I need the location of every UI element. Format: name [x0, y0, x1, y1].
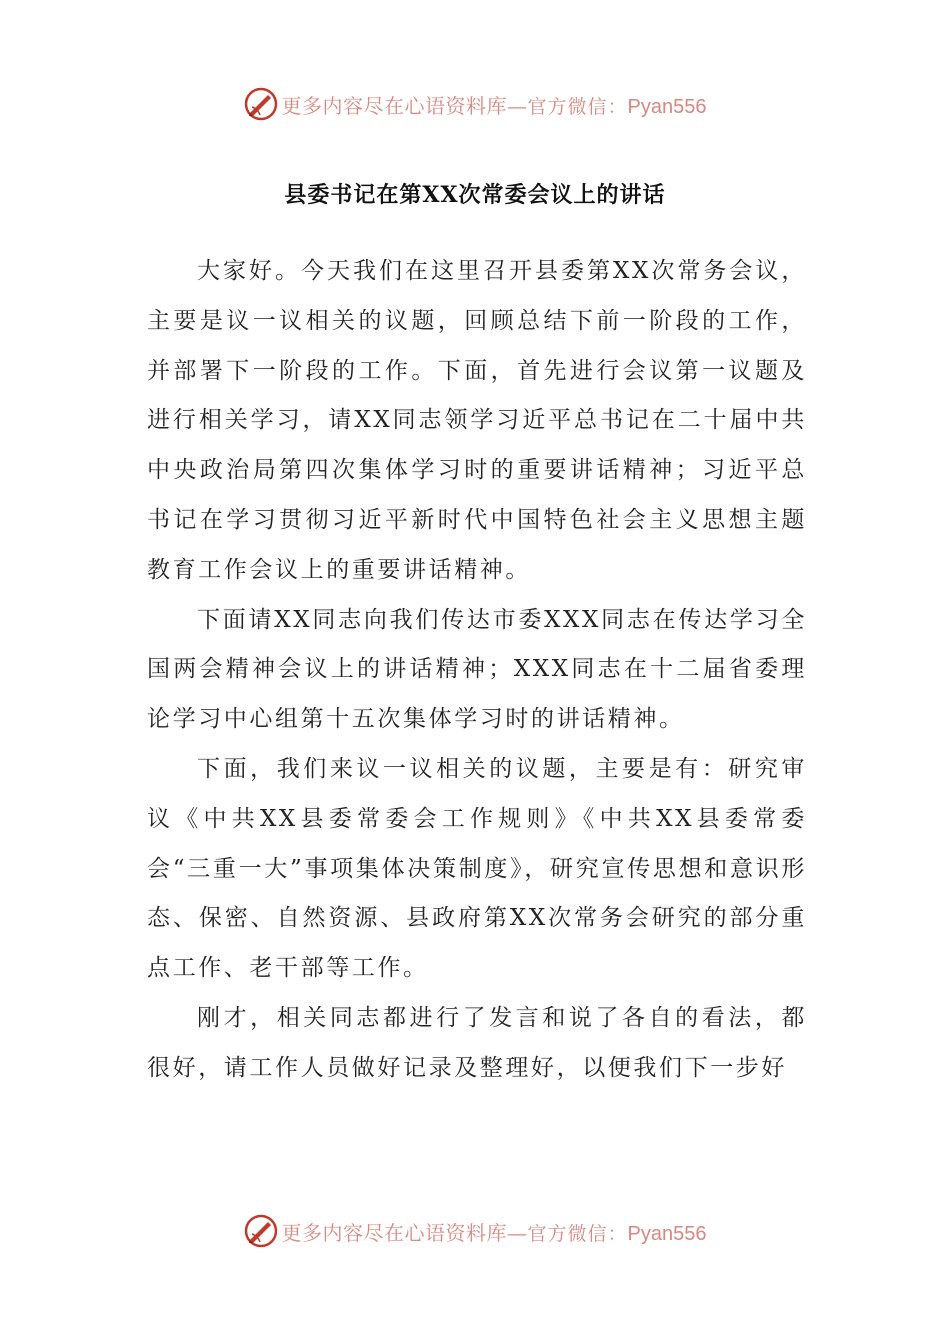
- paragraph-4: 刚才，相关同志都进行了发言和说了各自的看法，都很好，请工作人员做好记录及整理好，以便我们下一步好: [147, 1004, 807, 1081]
- paragraph-2: 下面请XX同志向我们传达市委XXX同志在传达学习全国两会精神会议上的讲话精神；XXX同志在十二届省委理论学习中心组第十五次集体学习时的讲话精神。: [147, 606, 807, 733]
- document-title: 县委书记在第XX次常委会议上的讲话: [284, 182, 666, 208]
- watermark-text: [282, 90, 707, 119]
- watermark-brand: 更多内容尽在心语资料库—: [281, 1220, 528, 1245]
- watermark-wechat-id: Pyan556: [627, 1222, 707, 1245]
- watermark-brand: 更多内容尽在心语资料库—: [281, 93, 528, 118]
- watermark-text: [282, 1217, 707, 1246]
- document-body: [147, 247, 807, 1094]
- watermark-label: 官方微信：: [527, 1222, 628, 1245]
- pen-circle-logo-icon: [244, 1214, 278, 1248]
- pen-circle-logo-icon: [244, 87, 278, 121]
- paragraph-1: 大家好。今天我们在这里召开县委第XX次常务会议，主要是议一议相关的议题，回顾总结下前一阶段的工作，并部署下一阶段的工作。下面，首先进行会议第一议题及进行相关学习，请XX同志领学习近平总书记在二十届中共中央政治局第四次集体学习时的重要讲话精神；习近平总书记在学习贯彻习近平新时代中国特色社会主义思想主题教育工作会议上的重要讲话精神。: [147, 258, 807, 583]
- watermark-wechat-id: Pyan556: [627, 95, 707, 118]
- footer-watermark: [0, 1211, 950, 1251]
- watermark-label: 官方微信：: [527, 95, 628, 118]
- paragraph-3: 下面，我们来议一议相关的议题，主要是有：研究审议《中共XX县委常委会工作规则》《中共XX县委常委会“三重一大”事项集体决策制度》，研究宣传思想和意识形态、保密、自然资源、县政府第XX次常务会研究的部分重点工作、老干部等工作。: [147, 755, 807, 982]
- header-watermark: [0, 84, 950, 124]
